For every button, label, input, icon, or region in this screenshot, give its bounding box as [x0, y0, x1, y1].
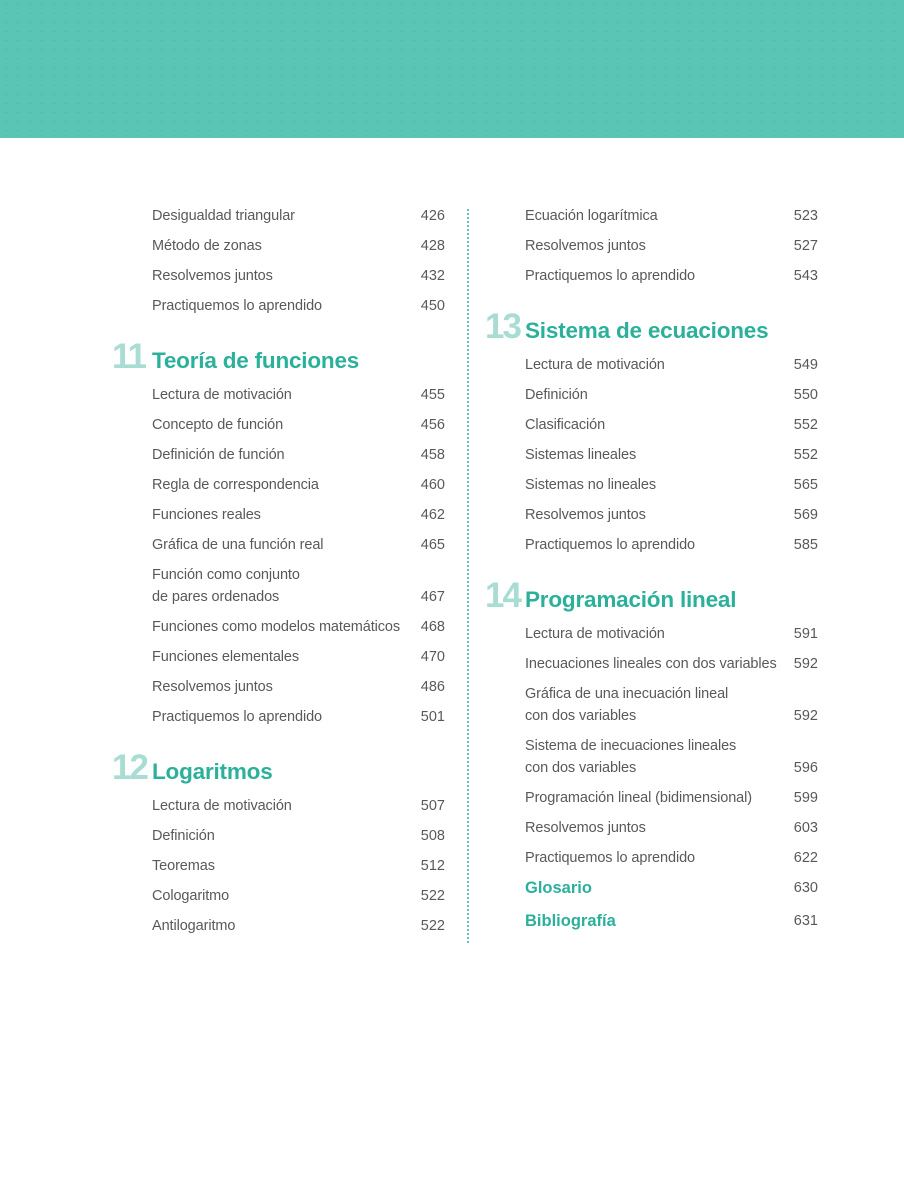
entry-label-line: Resolvemos juntos [525, 507, 646, 523]
entry-page-number: 455 [420, 387, 445, 403]
entry-page-number: 428 [420, 238, 445, 254]
entry-label-line: Función como conjunto [152, 567, 300, 583]
entry-label [152, 564, 300, 608]
entry-page-number: 549 [793, 357, 818, 373]
entry-label-line: Inecuaciones lineales con dos variables [525, 656, 777, 672]
entry-page-number: 592 [793, 656, 818, 672]
entry-label [525, 534, 695, 556]
entry-label-line: Gráfica de una función real [152, 537, 324, 553]
toc-entry [152, 534, 445, 556]
entry-page-number: 630 [793, 880, 818, 896]
entry-label [152, 205, 295, 227]
toc-entry [525, 787, 818, 809]
entry-page-number: 470 [420, 649, 445, 665]
entry-label-line: Sistemas no lineales [525, 477, 656, 493]
entry-label-line: Lectura de motivación [152, 798, 292, 814]
chapter-number: 12 [112, 748, 147, 787]
entry-label-line: Resolvemos juntos [525, 238, 646, 254]
chapter-number: 14 [485, 576, 520, 615]
entry-label-line: Resolvemos juntos [525, 820, 646, 836]
toc-entry [152, 855, 445, 877]
toc-entry [525, 205, 818, 227]
entry-label-line: Lectura de motivación [152, 387, 292, 403]
entry-label [152, 915, 235, 937]
toc-entry [152, 414, 445, 436]
toc-entry [152, 295, 445, 317]
entry-label-line: Sistemas lineales [525, 447, 637, 463]
entry-label-line: Programación lineal (bidimensional) [525, 790, 752, 806]
column-divider [467, 209, 469, 943]
entry-page-number: 460 [420, 477, 445, 493]
entry-label-line: Practiquemos lo aprendido [525, 537, 695, 553]
entry-label [152, 384, 292, 406]
toc-link-entry [525, 877, 818, 899]
toc-entry [525, 623, 818, 645]
entry-label-line: Funciones como modelos matemáticos [152, 619, 401, 635]
toc-entry [152, 235, 445, 257]
entry-label-line: Practiquemos lo aprendido [525, 850, 695, 866]
toc-column-left [112, 205, 445, 945]
chapter-number: 13 [485, 307, 520, 346]
chapter-header [112, 339, 445, 374]
entry-label-line: Funciones elementales [152, 649, 300, 665]
entry-page-number: 508 [420, 828, 445, 844]
entry-page-number: 501 [420, 709, 445, 725]
entry-page-number: 622 [793, 850, 818, 866]
entry-label-line: Bibliografía [525, 912, 616, 930]
entry-label [525, 787, 752, 809]
entry-label-line: Practiquemos lo aprendido [525, 268, 695, 284]
entry-label [152, 885, 229, 907]
entry-label-line: Desigualdad triangular [152, 208, 295, 224]
entry-page-number: 486 [420, 679, 445, 695]
entry-page-number: 596 [793, 760, 818, 776]
entry-page-number: 592 [793, 708, 818, 724]
entry-page-number: 569 [793, 507, 818, 523]
entry-page-number: 599 [793, 790, 818, 806]
toc-entry [525, 847, 818, 869]
chapter-number: 11 [112, 337, 145, 376]
chapter-title: Logaritmos [152, 759, 273, 784]
toc-entry [525, 504, 818, 526]
entry-label [525, 683, 728, 727]
toc-entry [152, 205, 445, 227]
entry-page-number: 543 [793, 268, 818, 284]
entry-page-number: 552 [793, 417, 818, 433]
toc-entry [152, 825, 445, 847]
entry-label [152, 414, 283, 436]
entry-label [525, 623, 665, 645]
entry-page-number: 522 [420, 918, 445, 934]
toc-entry [525, 414, 818, 436]
entry-label [152, 235, 262, 257]
toc-entry [525, 735, 818, 779]
entry-label-line: Antilogaritmo [152, 918, 236, 934]
entry-label [525, 384, 588, 406]
entry-label-line: Clasificación [525, 417, 606, 433]
entry-label [152, 504, 261, 526]
entry-label [525, 414, 605, 436]
chapter-title: Programación lineal [525, 587, 737, 612]
entry-label [152, 444, 285, 466]
entry-label-line: Funciones reales [152, 507, 261, 523]
chapter-title: Teoría de funciones [152, 348, 360, 373]
toc-link-entry [525, 910, 818, 932]
toc-entry [525, 265, 818, 287]
entry-label [525, 847, 695, 869]
entry-label [525, 504, 646, 526]
entry-label-line: Definición [152, 828, 215, 844]
entry-page-number: 523 [793, 208, 818, 224]
entry-label-line: Resolvemos juntos [152, 679, 273, 695]
toc-entry [525, 534, 818, 556]
toc-entry [525, 817, 818, 839]
toc-entry [152, 676, 445, 698]
chapter-header [485, 309, 818, 344]
entry-label [525, 474, 656, 496]
entry-page-number: 465 [420, 537, 445, 553]
entry-label-line: Método de zonas [152, 238, 262, 254]
toc-entry [525, 235, 818, 257]
entry-page-number: 468 [420, 619, 445, 635]
entry-page-number: 585 [793, 537, 818, 553]
entry-label [152, 676, 273, 698]
header-band [0, 0, 904, 138]
entry-page-number: 450 [420, 298, 445, 314]
entry-page-number: 507 [420, 798, 445, 814]
entry-label [525, 235, 646, 257]
entry-label [152, 646, 299, 668]
toc-entry [525, 354, 818, 376]
entry-label-line: Ecuación logarítmica [525, 208, 658, 224]
table-of-contents [112, 205, 904, 945]
entry-label [152, 855, 215, 877]
entry-label [525, 354, 665, 376]
toc-entry [152, 384, 445, 406]
toc-entry [152, 885, 445, 907]
entry-label-line: Cologaritmo [152, 888, 230, 904]
entry-page-number: 467 [420, 589, 445, 605]
entry-label [152, 295, 322, 317]
entry-label [152, 795, 292, 817]
toc-entry [152, 616, 445, 638]
entry-page-number: 631 [793, 913, 818, 929]
entry-label [525, 265, 695, 287]
entry-label [152, 616, 400, 638]
chapter-header [485, 578, 818, 613]
entry-label-line: Concepto de función [152, 417, 284, 433]
toc-entry [152, 474, 445, 496]
entry-label-line: Regla de correspondencia [152, 477, 319, 493]
entry-label [525, 817, 646, 839]
entry-label [525, 653, 777, 675]
entry-label-line: con dos variables [525, 760, 637, 776]
entry-label-line: Practiquemos lo aprendido [152, 298, 322, 314]
toc-entry [152, 265, 445, 287]
toc-entry [152, 795, 445, 817]
entry-page-number: 432 [420, 268, 445, 284]
entry-label [525, 877, 592, 899]
entry-label [525, 205, 658, 227]
entry-page-number: 462 [420, 507, 445, 523]
toc-entry [525, 474, 818, 496]
entry-label [152, 534, 323, 556]
toc-entry [152, 706, 445, 728]
entry-page-number: 603 [793, 820, 818, 836]
entry-label [525, 735, 736, 779]
entry-page-number: 565 [793, 477, 818, 493]
entry-label [152, 825, 215, 847]
entry-page-number: 552 [793, 447, 818, 463]
toc-entry [152, 915, 445, 937]
entry-label [152, 265, 273, 287]
toc-column-right [485, 205, 818, 945]
entry-page-number: 456 [420, 417, 445, 433]
entry-page-number: 512 [420, 858, 445, 874]
entry-label-line: Gráfica de una inecuación lineal [525, 686, 729, 702]
toc-entry [525, 653, 818, 675]
entry-page-number: 522 [420, 888, 445, 904]
entry-label [152, 474, 319, 496]
toc-entry [525, 683, 818, 727]
entry-page-number: 550 [793, 387, 818, 403]
toc-entry [152, 444, 445, 466]
entry-page-number: 458 [420, 447, 445, 463]
entry-label [152, 706, 322, 728]
entry-label-line: Lectura de motivación [525, 626, 665, 642]
entry-label-line: Glosario [525, 879, 592, 897]
entry-label-line: Lectura de motivación [525, 357, 665, 373]
chapter-title: Sistema de ecuaciones [525, 318, 769, 343]
toc-entry [525, 384, 818, 406]
toc-entry [525, 444, 818, 466]
entry-label-line: de pares ordenados [152, 589, 280, 605]
entry-label-line: con dos variables [525, 708, 637, 724]
entry-label-line: Sistema de inecuaciones lineales [525, 738, 737, 754]
entry-page-number: 591 [793, 626, 818, 642]
entry-label-line: Resolvemos juntos [152, 268, 273, 284]
entry-label-line: Practiquemos lo aprendido [152, 709, 322, 725]
toc-entry [152, 504, 445, 526]
chapter-header [112, 750, 445, 785]
toc-entry [152, 564, 445, 608]
toc-entry [152, 646, 445, 668]
entry-label-line: Teoremas [152, 858, 215, 874]
entry-label-line: Definición [525, 387, 588, 403]
entry-label-line: Definición de función [152, 447, 285, 463]
entry-page-number: 527 [793, 238, 818, 254]
entry-label [525, 444, 636, 466]
entry-label [525, 910, 616, 932]
entry-page-number: 426 [420, 208, 445, 224]
